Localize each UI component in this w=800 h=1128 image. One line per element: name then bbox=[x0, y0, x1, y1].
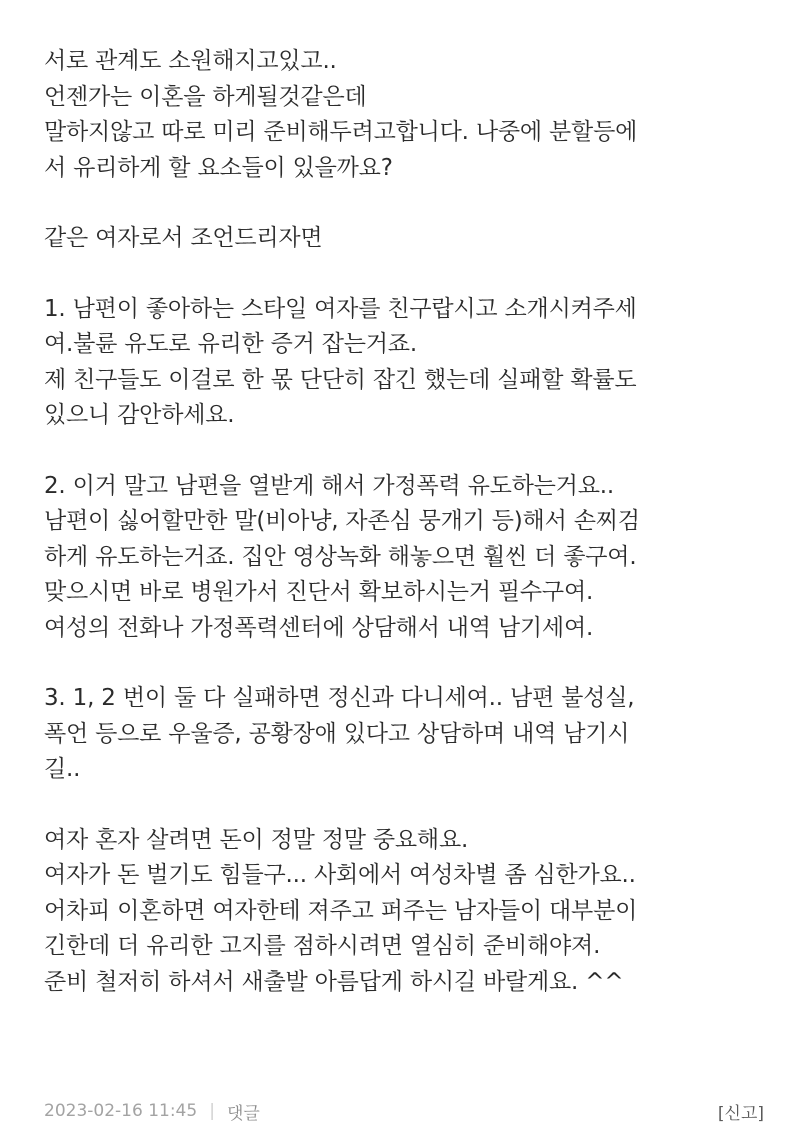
post-timestamp: 2023-02-16 11:45 bbox=[44, 1101, 198, 1121]
text-line: 언젠가는 이혼을 하게될것같은데 bbox=[44, 83, 367, 110]
text-line: 하게 유도하는거죠. 집안 영상녹화 해놓으면 훨씬 더 좋구여. bbox=[44, 543, 637, 570]
text-line: 같은 여자로서 조언드리자면 bbox=[44, 225, 323, 251]
post-footer bbox=[44, 1096, 764, 1126]
footer-divider: | bbox=[209, 1101, 215, 1121]
paragraph-intro bbox=[44, 221, 774, 257]
text-line: 남편이 싫어할만한 말(비아냥, 자존심 뭉개기 등)해서 손찌검 bbox=[44, 508, 640, 534]
reply-link[interactable]: 댓글 bbox=[226, 1103, 260, 1124]
paragraph-point-2 bbox=[44, 469, 774, 647]
text-line: 길.. bbox=[44, 756, 81, 782]
text-line: 서로 관계도 소원해지고있고.. bbox=[44, 48, 337, 74]
text-line: 여.불륜 유도로 유리한 증거 잡는거죠. bbox=[44, 331, 417, 357]
paragraph-point-1 bbox=[44, 292, 774, 434]
paragraph-closing bbox=[44, 823, 774, 1001]
text-line: 여성의 전화나 가정폭력센터에 상담해서 내역 남기세여. bbox=[44, 614, 594, 641]
text-line: 여자 혼자 살려면 돈이 정말 정말 중요해요. bbox=[44, 826, 469, 853]
text-line: 맞으시면 바로 병원가서 진단서 확보하시는거 필수구여. bbox=[44, 579, 594, 605]
text-line: 폭언 등으로 우울증, 공황장애 있다고 상담하며 내역 남기시 bbox=[44, 720, 630, 747]
text-line: 말하지않고 따로 미리 준비해두려고합니다. 나중에 분할등에 bbox=[44, 119, 638, 145]
text-line: 여자가 돈 벌기도 힘들구... 사회에서 여성차별 좀 심한가요.. bbox=[44, 862, 636, 888]
text-line: 서 유리하게 할 요소들이 있을까요? bbox=[44, 154, 393, 181]
text-line: 2. 이거 말고 남편을 열받게 해서 가정폭력 유도하는거요.. bbox=[44, 472, 614, 499]
paragraph-point-3 bbox=[44, 681, 774, 788]
report-link[interactable]: [신고] bbox=[717, 1103, 764, 1124]
text-line: 제 친구들도 이걸로 한 몫 단단히 잡긴 했는데 실패할 확률도 bbox=[44, 366, 637, 393]
text-line: 3. 1, 2 번이 둘 다 실패하면 정신과 다니세여.. 남편 불성실, bbox=[44, 685, 635, 711]
text-line: 1. 남편이 좋아하는 스타일 여자를 친구랍시고 소개시켜주세 bbox=[44, 295, 637, 322]
paragraph-question bbox=[44, 44, 774, 186]
text-line: 준비 철저히 하셔서 새출발 아름답게 하시길 바랄게요. ^^ bbox=[44, 968, 624, 995]
post-body bbox=[44, 44, 774, 1035]
text-line: 있으니 감안하세요. bbox=[44, 402, 235, 428]
text-line: 긴한데 더 유리한 고지를 점하시려면 열심히 준비해야져. bbox=[44, 933, 601, 959]
text-line: 어차피 이혼하면 여자한테 져주고 퍼주는 남자들이 대부분이 bbox=[44, 897, 638, 924]
